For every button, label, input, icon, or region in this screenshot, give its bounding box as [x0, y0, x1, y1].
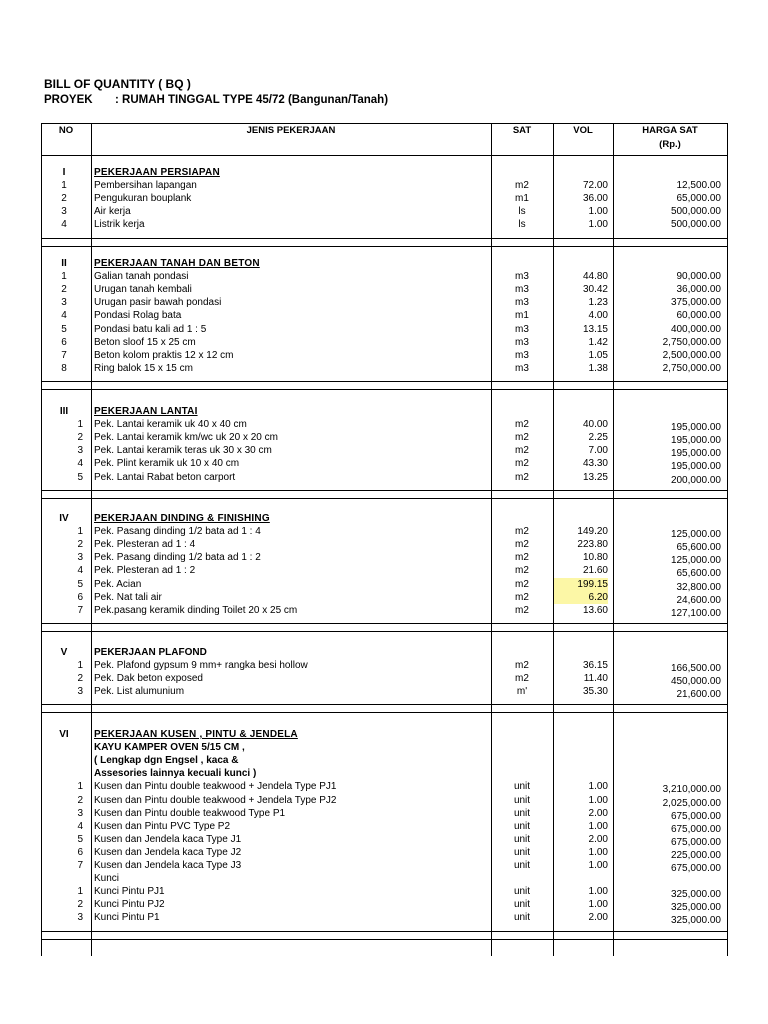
item-number: 3	[77, 552, 83, 564]
item-description: Kusen dan Pintu double teakwood + Jendela Type PJ1	[94, 781, 337, 793]
project-label: PROYEK	[44, 94, 93, 106]
section-rule	[41, 623, 728, 624]
item-volume: 1.00	[588, 860, 608, 871]
item-price: 36,000.00	[676, 284, 721, 296]
section-rule	[41, 931, 728, 932]
section-title: PEKERJAAN TANAH DAN BETON	[94, 258, 260, 269]
header-vol: VOL	[573, 125, 593, 136]
item-description: Pek. Plesteran ad 1 : 2	[94, 565, 196, 577]
item-number: 6	[77, 591, 83, 603]
section-subtitle: Assesories lainnya kecuali kunci )	[94, 768, 257, 780]
item-number: 3	[61, 206, 67, 218]
item-description: Kusen dan Jendela kaca Type J1	[94, 833, 242, 845]
item-unit: m3	[515, 349, 529, 361]
item-price: 195,000.00	[670, 448, 721, 460]
item-volume: 1.38	[588, 362, 608, 374]
item-price: 32,800.00	[676, 581, 721, 593]
item-volume: 149.20	[577, 526, 608, 538]
item-volume: 1.42	[588, 336, 608, 348]
section-number: V	[60, 647, 68, 658]
header-unit: SAT	[512, 125, 532, 136]
item-price: 675,000.00	[670, 810, 721, 822]
item-number: 1	[77, 419, 83, 431]
header-bottom-rule	[41, 155, 728, 156]
section-number: I	[62, 167, 66, 178]
item-description: Pek. Pasang dinding 1/2 bata ad 1 : 2	[94, 552, 261, 564]
item-price: 400,000.00	[670, 323, 721, 335]
item-unit: unit	[513, 899, 531, 911]
column-rule	[727, 123, 728, 956]
header-job: JENIS PEKERJAAN	[246, 125, 336, 136]
section-number: IV	[59, 513, 69, 524]
bq-table	[41, 123, 728, 956]
item-volume: 2.25	[588, 432, 608, 444]
item-price: 125,000.00	[670, 555, 721, 567]
section-title: PEKERJAAN PLAFOND	[94, 647, 207, 658]
section-rule	[41, 631, 728, 632]
item-price: 500,000.00	[670, 206, 721, 218]
section-rule	[41, 498, 728, 499]
item-unit: unit	[513, 833, 531, 845]
item-description: Pek. Lantai keramik uk 40 x 40 cm	[94, 419, 247, 431]
item-number: 5	[77, 833, 83, 845]
item-volume: 13.25	[582, 471, 608, 483]
section-title: PEKERJAAN DINDING & FINISHING	[94, 513, 270, 524]
item-unit: unit	[513, 912, 531, 924]
item-unit: m2	[515, 578, 529, 590]
item-number: 3	[77, 807, 83, 819]
item-volume: 13.60	[582, 604, 608, 616]
item-price: 325,000.00	[670, 915, 721, 927]
item-number: 6	[77, 846, 83, 858]
item-unit: unit	[513, 781, 531, 793]
item-unit: ls	[518, 219, 526, 231]
item-volume: 2.00	[588, 807, 608, 819]
item-number: 1	[77, 526, 83, 538]
item-number: 2	[77, 899, 83, 911]
item-description: Pek. Plesteran ad 1 : 4	[94, 539, 196, 551]
item-description: Pek. Plafond gypsum 9 mm+ rangka besi hollow	[94, 660, 308, 672]
item-description: Ring balok 15 x 15 cm	[94, 362, 193, 374]
item-price: 2,750,000.00	[662, 362, 721, 374]
item-number: 2	[77, 539, 83, 551]
section-title: PEKERJAAN LANTAI	[94, 406, 198, 417]
item-volume: 44.80	[582, 271, 608, 283]
item-number: 2	[77, 794, 83, 806]
item-price: 325,000.00	[670, 902, 721, 914]
item-price: 2,500,000.00	[662, 349, 721, 361]
item-volume: 2.00	[588, 912, 608, 924]
item-price: 225,000.00	[670, 849, 721, 861]
item-price: 195,000.00	[670, 422, 721, 434]
header-price: HARGA SAT	[642, 125, 698, 136]
item-description: Kusen dan Pintu double teakwood Type P1	[94, 807, 286, 819]
item-number: 5	[77, 471, 83, 483]
item-volume: 1.00	[588, 846, 608, 858]
item-unit: m3	[515, 271, 529, 283]
item-number: 1	[77, 781, 83, 793]
item-volume: 36.15	[582, 660, 608, 672]
header-price-unit: (Rp.)	[659, 139, 681, 150]
item-unit: m2	[515, 565, 529, 577]
item-volume: 199.15	[554, 578, 608, 591]
item-description: Kusen dan Pintu double teakwood + Jendela Type PJ2	[94, 794, 337, 806]
item-description: Listrik kerja	[94, 219, 145, 231]
item-number: 3	[77, 445, 83, 457]
item-unit: m2	[515, 660, 529, 672]
item-volume: 35.30	[582, 686, 608, 698]
item-price: 500,000.00	[670, 219, 721, 231]
item-description: Pondasi batu kali ad 1 : 5	[94, 323, 207, 335]
item-description: Pek. List alumunium	[94, 686, 185, 698]
item-number: 2	[77, 432, 83, 444]
section-subtitle: KAYU KAMPER OVEN 5/15 CM ,	[94, 742, 245, 754]
item-price: 675,000.00	[670, 863, 721, 874]
item-price: 2,025,000.00	[662, 797, 721, 809]
item-volume: 36.00	[582, 193, 608, 205]
item-description: Pek. Lantai Rabat beton carport	[94, 471, 236, 483]
item-unit: m2	[515, 552, 529, 564]
section-rule	[41, 939, 728, 940]
item-description: Kusen dan Pintu PVC Type P2	[94, 820, 231, 832]
item-description: Kunci Pintu PJ1	[94, 886, 165, 898]
item-unit: m'	[516, 686, 528, 698]
item-number: 1	[77, 660, 83, 672]
item-description: Kusen dan Jendela kaca Type J2	[94, 846, 242, 858]
item-unit: m3	[515, 362, 529, 374]
item-description: Pek. Pasang dinding 1/2 bata ad 1 : 4	[94, 526, 261, 538]
item-volume: 1.00	[588, 219, 608, 231]
item-description: Urugan pasir bawah pondasi	[94, 297, 222, 309]
item-number: 8	[61, 362, 67, 374]
item-number: 7	[77, 860, 83, 871]
item-number: 5	[61, 323, 67, 335]
item-number: 4	[61, 310, 67, 322]
item-price: 65,600.00	[676, 568, 721, 580]
item-number: 3	[61, 297, 67, 309]
section-number: II	[61, 258, 67, 269]
item-description: Kunci Pintu P1	[94, 912, 160, 924]
item-price: 200,000.00	[670, 474, 721, 486]
item-price: 60,000.00	[676, 310, 721, 322]
item-unit: m2	[515, 673, 529, 685]
item-number: 1	[77, 886, 83, 898]
item-description: Pek. Acian	[94, 578, 142, 590]
item-unit: m2	[515, 180, 529, 192]
item-price: 375,000.00	[670, 297, 721, 309]
section-rule	[41, 238, 728, 239]
item-description: Pek.pasang keramik dinding Toilet 20 x 25 cm	[94, 604, 298, 616]
item-number: 2	[61, 193, 67, 205]
item-unit: m2	[515, 445, 529, 457]
item-number: 5	[77, 578, 83, 590]
item-number: 3	[77, 912, 83, 924]
item-number: 6	[61, 336, 67, 348]
item-description: Beton sloof 15 x 25 cm	[94, 336, 196, 348]
item-volume: 40.00	[582, 419, 608, 431]
section-rule	[41, 381, 728, 382]
section-title: PEKERJAAN KUSEN , PINTU & JENDELA	[94, 729, 298, 740]
item-volume: 1.23	[588, 297, 608, 309]
section-number: III	[59, 406, 69, 417]
item-price: 90,000.00	[676, 271, 721, 283]
item-price: 675,000.00	[670, 823, 721, 835]
item-description: Galian tanah pondasi	[94, 271, 189, 283]
item-volume: 43.30	[582, 458, 608, 470]
item-unit: m2	[515, 471, 529, 483]
item-unit: unit	[513, 807, 531, 819]
item-description: Pek. Dak beton exposed	[94, 673, 203, 685]
item-description: Pek. Plint keramik uk 10 x 40 cm	[94, 458, 240, 470]
item-price: 65,000.00	[676, 193, 721, 205]
item-unit: m3	[515, 336, 529, 348]
item-price: 3,210,000.00	[662, 784, 721, 796]
item-description: Kunci Pintu PJ2	[94, 899, 165, 911]
item-description: Pengukuran bouplank	[94, 193, 192, 205]
item-volume: 1.00	[588, 820, 608, 832]
item-unit: m2	[515, 432, 529, 444]
item-price: 325,000.00	[670, 889, 721, 901]
item-number: 4	[77, 820, 83, 832]
item-volume: 1.00	[588, 781, 608, 793]
subgroup-title: Kunci	[94, 873, 120, 885]
item-number: 7	[77, 604, 83, 616]
item-volume: 21.60	[582, 565, 608, 577]
item-number: 1	[61, 271, 67, 283]
item-number: 2	[77, 673, 83, 685]
item-description: Pembersihan lapangan	[94, 180, 197, 192]
item-price: 127,100.00	[670, 607, 721, 619]
item-unit: m2	[515, 539, 529, 551]
item-number: 2	[61, 284, 67, 296]
section-number: VI	[59, 729, 69, 740]
item-price: 24,600.00	[676, 594, 721, 606]
project-value: : RUMAH TINGGAL TYPE 45/72 (Bangunan/Tanah)	[115, 94, 389, 106]
item-unit: m3	[515, 323, 529, 335]
section-rule	[41, 389, 728, 390]
item-unit: m2	[515, 604, 529, 616]
item-price: 125,000.00	[670, 529, 721, 541]
item-unit: m2	[515, 458, 529, 470]
item-volume: 11.40	[583, 673, 608, 685]
item-number: 1	[61, 180, 67, 192]
section-rule	[41, 704, 728, 705]
item-unit: ls	[518, 206, 526, 218]
item-unit: m3	[515, 284, 529, 296]
item-unit: m2	[515, 419, 529, 431]
section-rule	[41, 490, 728, 491]
item-volume: 6.20	[554, 591, 608, 604]
document-title: BILL OF QUANTITY ( BQ )	[44, 77, 191, 91]
item-unit: unit	[513, 860, 531, 871]
item-price: 21,600.00	[676, 689, 721, 701]
item-number: 7	[61, 349, 67, 361]
item-unit: m2	[515, 591, 529, 603]
item-unit: m2	[515, 526, 529, 538]
item-volume: 1.00	[588, 794, 608, 806]
item-unit: unit	[513, 794, 531, 806]
item-volume: 1.00	[588, 886, 608, 898]
item-volume: 72.00	[582, 180, 608, 192]
section-rule	[41, 712, 728, 713]
column-rule	[91, 123, 92, 956]
item-price: 195,000.00	[670, 435, 721, 447]
item-volume: 13.15	[582, 323, 608, 335]
item-number: 4	[77, 458, 83, 470]
item-volume: 10.80	[582, 552, 608, 564]
item-description: Pek. Nat tali air	[94, 591, 162, 603]
item-volume: 4.00	[588, 310, 608, 322]
item-volume: 30.42	[582, 284, 608, 296]
section-subtitle: ( Lengkap dgn Engsel , kaca &	[94, 755, 239, 767]
item-number: 4	[61, 219, 67, 231]
item-unit: m1	[515, 193, 529, 205]
item-unit: m1	[515, 310, 529, 322]
item-price: 450,000.00	[670, 676, 721, 688]
item-unit: unit	[513, 846, 531, 858]
item-volume: 1.00	[588, 206, 608, 218]
item-volume: 7.00	[588, 445, 608, 457]
item-price: 2,750,000.00	[662, 336, 721, 348]
item-unit: m3	[515, 297, 529, 309]
item-price: 195,000.00	[670, 461, 721, 473]
header-no: NO	[58, 125, 74, 136]
section-rule	[41, 246, 728, 247]
item-price: 12,500.00	[676, 180, 721, 192]
item-number: 4	[77, 565, 83, 577]
item-description: Beton kolom praktis 12 x 12 cm	[94, 349, 234, 361]
item-unit: unit	[513, 820, 531, 832]
item-unit: unit	[513, 886, 531, 898]
item-volume: 1.05	[588, 349, 608, 361]
item-description: Pek. Lantai keramik teras uk 30 x 30 cm	[94, 445, 272, 457]
item-description: Kusen dan Jendela kaca Type J3	[94, 860, 242, 871]
item-price: 675,000.00	[670, 836, 721, 848]
item-volume: 223.80	[577, 539, 608, 551]
item-price: 166,500.00	[670, 663, 721, 675]
item-description: Urugan tanah kembali	[94, 284, 192, 296]
item-description: Pek. Lantai keramik km/wc uk 20 x 20 cm	[94, 432, 278, 444]
item-description: Air kerja	[94, 206, 131, 218]
section-title: PEKERJAAN PERSIAPAN	[94, 167, 220, 178]
item-price: 65,600.00	[676, 542, 721, 554]
item-description: Pondasi Rolag bata	[94, 310, 182, 322]
item-volume: 2.00	[588, 833, 608, 845]
item-number: 3	[77, 686, 83, 698]
item-volume: 1.00	[588, 899, 608, 911]
